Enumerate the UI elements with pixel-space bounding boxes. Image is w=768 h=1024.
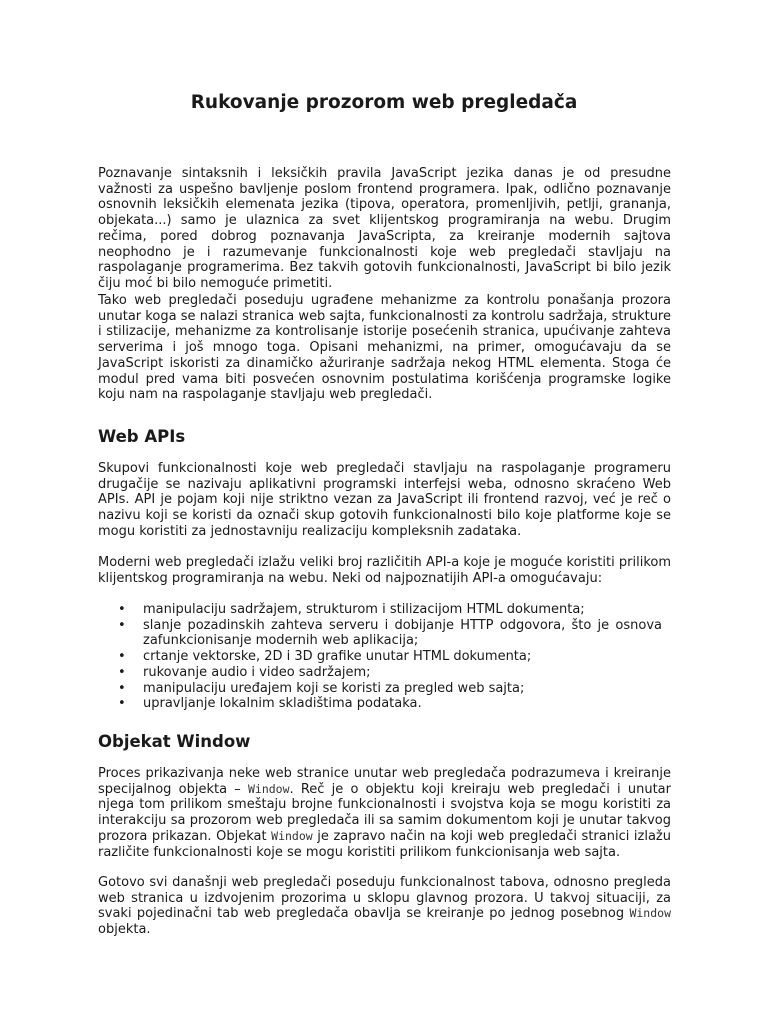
page-title: Rukovanje prozorom web pregledača	[190, 92, 578, 113]
web-apis-paragraph-1: Skupovi funkcionalnosti koje web pregledači stavljaju na raspolaganje programeru drugačije se nazivaju aplikativni programski interfejsi weba, odnosno skraćeno Web APIs. API je pojam koji nije striktno vezan za JavaScript ili frontend razvoj, već je reč o nazivu koji se koristi da označi skup gotovih funkcionalnosti bilo koje platforme koje se mogu koristiti za jednostavniju realizaciju kompleksnih zadataka.	[98, 461, 671, 539]
window-section	[98, 766, 671, 860]
intro-section	[98, 166, 671, 292]
api-bullet-list	[98, 602, 671, 712]
intro-section-2	[98, 293, 671, 403]
intro-paragraph-1: Poznavanje sintaksnih i leksičkih pravila JavaScript jezika danas je od presudne važnosti za uspešno bavljenje poslom frontend programera. Ipak, odlično poznavanje osnovnih leksičkih elemenata jezika (tipova, operatora, promenljivih, petlji, grananja, objekata...) samo je ulaznica za svet klijentskog programiranja na webu. Drugim rečima, pored dobrog poznavanja JavaScripta, za kreiranje modernih sajtova neophodno je i razumevanje funkcionalnosti koje web pregledači stavljaju na raspolaganje programerima. Bez takvih gotovih funkcionalnosti, JavaScript bi bilo jezik čiju moć bi bilo nemoguće primetiti.	[98, 166, 671, 291]
web-apis-section-2	[98, 555, 671, 586]
window-paragraph-1	[98, 766, 671, 860]
web-apis-paragraph-2: Moderni web pregledači izlažu veliki broj različitih API-a koje je moguće koristiti prilikom klijentskog programiranja na webu. Neki od najpoznatijih API-a omogućavaju:	[98, 555, 671, 586]
window-p1-text-a: Proces prikazivanja neke web stranice unutar web pregledača podrazumeva i kreiranje specijalnog objekta –	[98, 766, 671, 797]
window-p1-text-b: . Reč je o objektu koji kreiraju web pregledači i unutar njega tom prilikom smeštaju brojne funkcionalnosti i svojstva koja se mogu koristiti za interakciju sa prozorom web pregledača ili sa samim dokumentom koji je unutar takvog prozora prikazan. Objekat	[98, 781, 671, 844]
bullet-item: • upravljanje lokalnim skladištima podataka.	[98, 696, 662, 712]
window-p2-text-a: Gotovo svi današnji web pregledači poseduju funkcionalnost tabova, odnosno pregleda web stranica u izdvojenim prozorima u sklopu glavnog prozora. U takvoj situaciji, za svaki pojedinačni tab web pregledača obavlja se kreiranje po jednog posebnog	[98, 875, 671, 922]
window-section-2	[98, 875, 671, 938]
web-apis-heading: Web APIs	[98, 427, 186, 446]
bullet-item: • crtanje vektorske, 2D i 3D grafike unutar HTML dokumenta;	[98, 649, 662, 665]
window-code: Window	[271, 828, 313, 843]
window-code: Window	[247, 781, 290, 796]
web-apis-list	[98, 602, 671, 712]
web-apis-section	[98, 461, 671, 540]
bullet-item: • rukovanje audio i video sadržajem;	[98, 665, 662, 681]
window-paragraph-2	[98, 875, 671, 938]
window-p1-text-c: je zapravo način na koji web pregledači stranici izlažu različite funkcionalnosti koje se mogu koristiti prilikom funkcionisanja web sajta.	[98, 828, 671, 860]
window-p2-text-b: objekta.	[98, 922, 151, 938]
bullet-item: • slanje pozadinskih zahteva serveru i dobijanje HTTP odgovora, što je osnova zafunkcionisanje modernih web aplikacija;	[98, 618, 662, 649]
window-code: Window	[629, 906, 671, 921]
window-heading: Objekat Window	[98, 732, 251, 751]
bullet-item: • manipulaciju uređajem koji se koristi za pregled web sajta;	[98, 681, 662, 697]
intro-paragraph-2: Tako web pregledači poseduju ugrađene mehanizme za kontrolu ponašanja prozora unutar koga se nalazi stranica web sajta, funkcionalnosti za kontrolu sadržaja, strukture i stilizacije, mehanizme za kontrolisanje istorije posećenih stranica, upućivanje zahteva serverima i još mnogo toga. Opisani mehanizmi, na primer, omogućavaju da se JavaScript iskoristi za dinamičko ažuriranje sadržaja nekog HTML elementa. Stoga će modul pred vama biti posvećen osnovnim postulatima korišćenja programske logike koju nam na raspolaganje stavljaju web pregledači.	[98, 293, 671, 403]
bullet-item: • manipulaciju sadržajem, strukturom i stilizacijom HTML dokumenta;	[98, 602, 662, 618]
